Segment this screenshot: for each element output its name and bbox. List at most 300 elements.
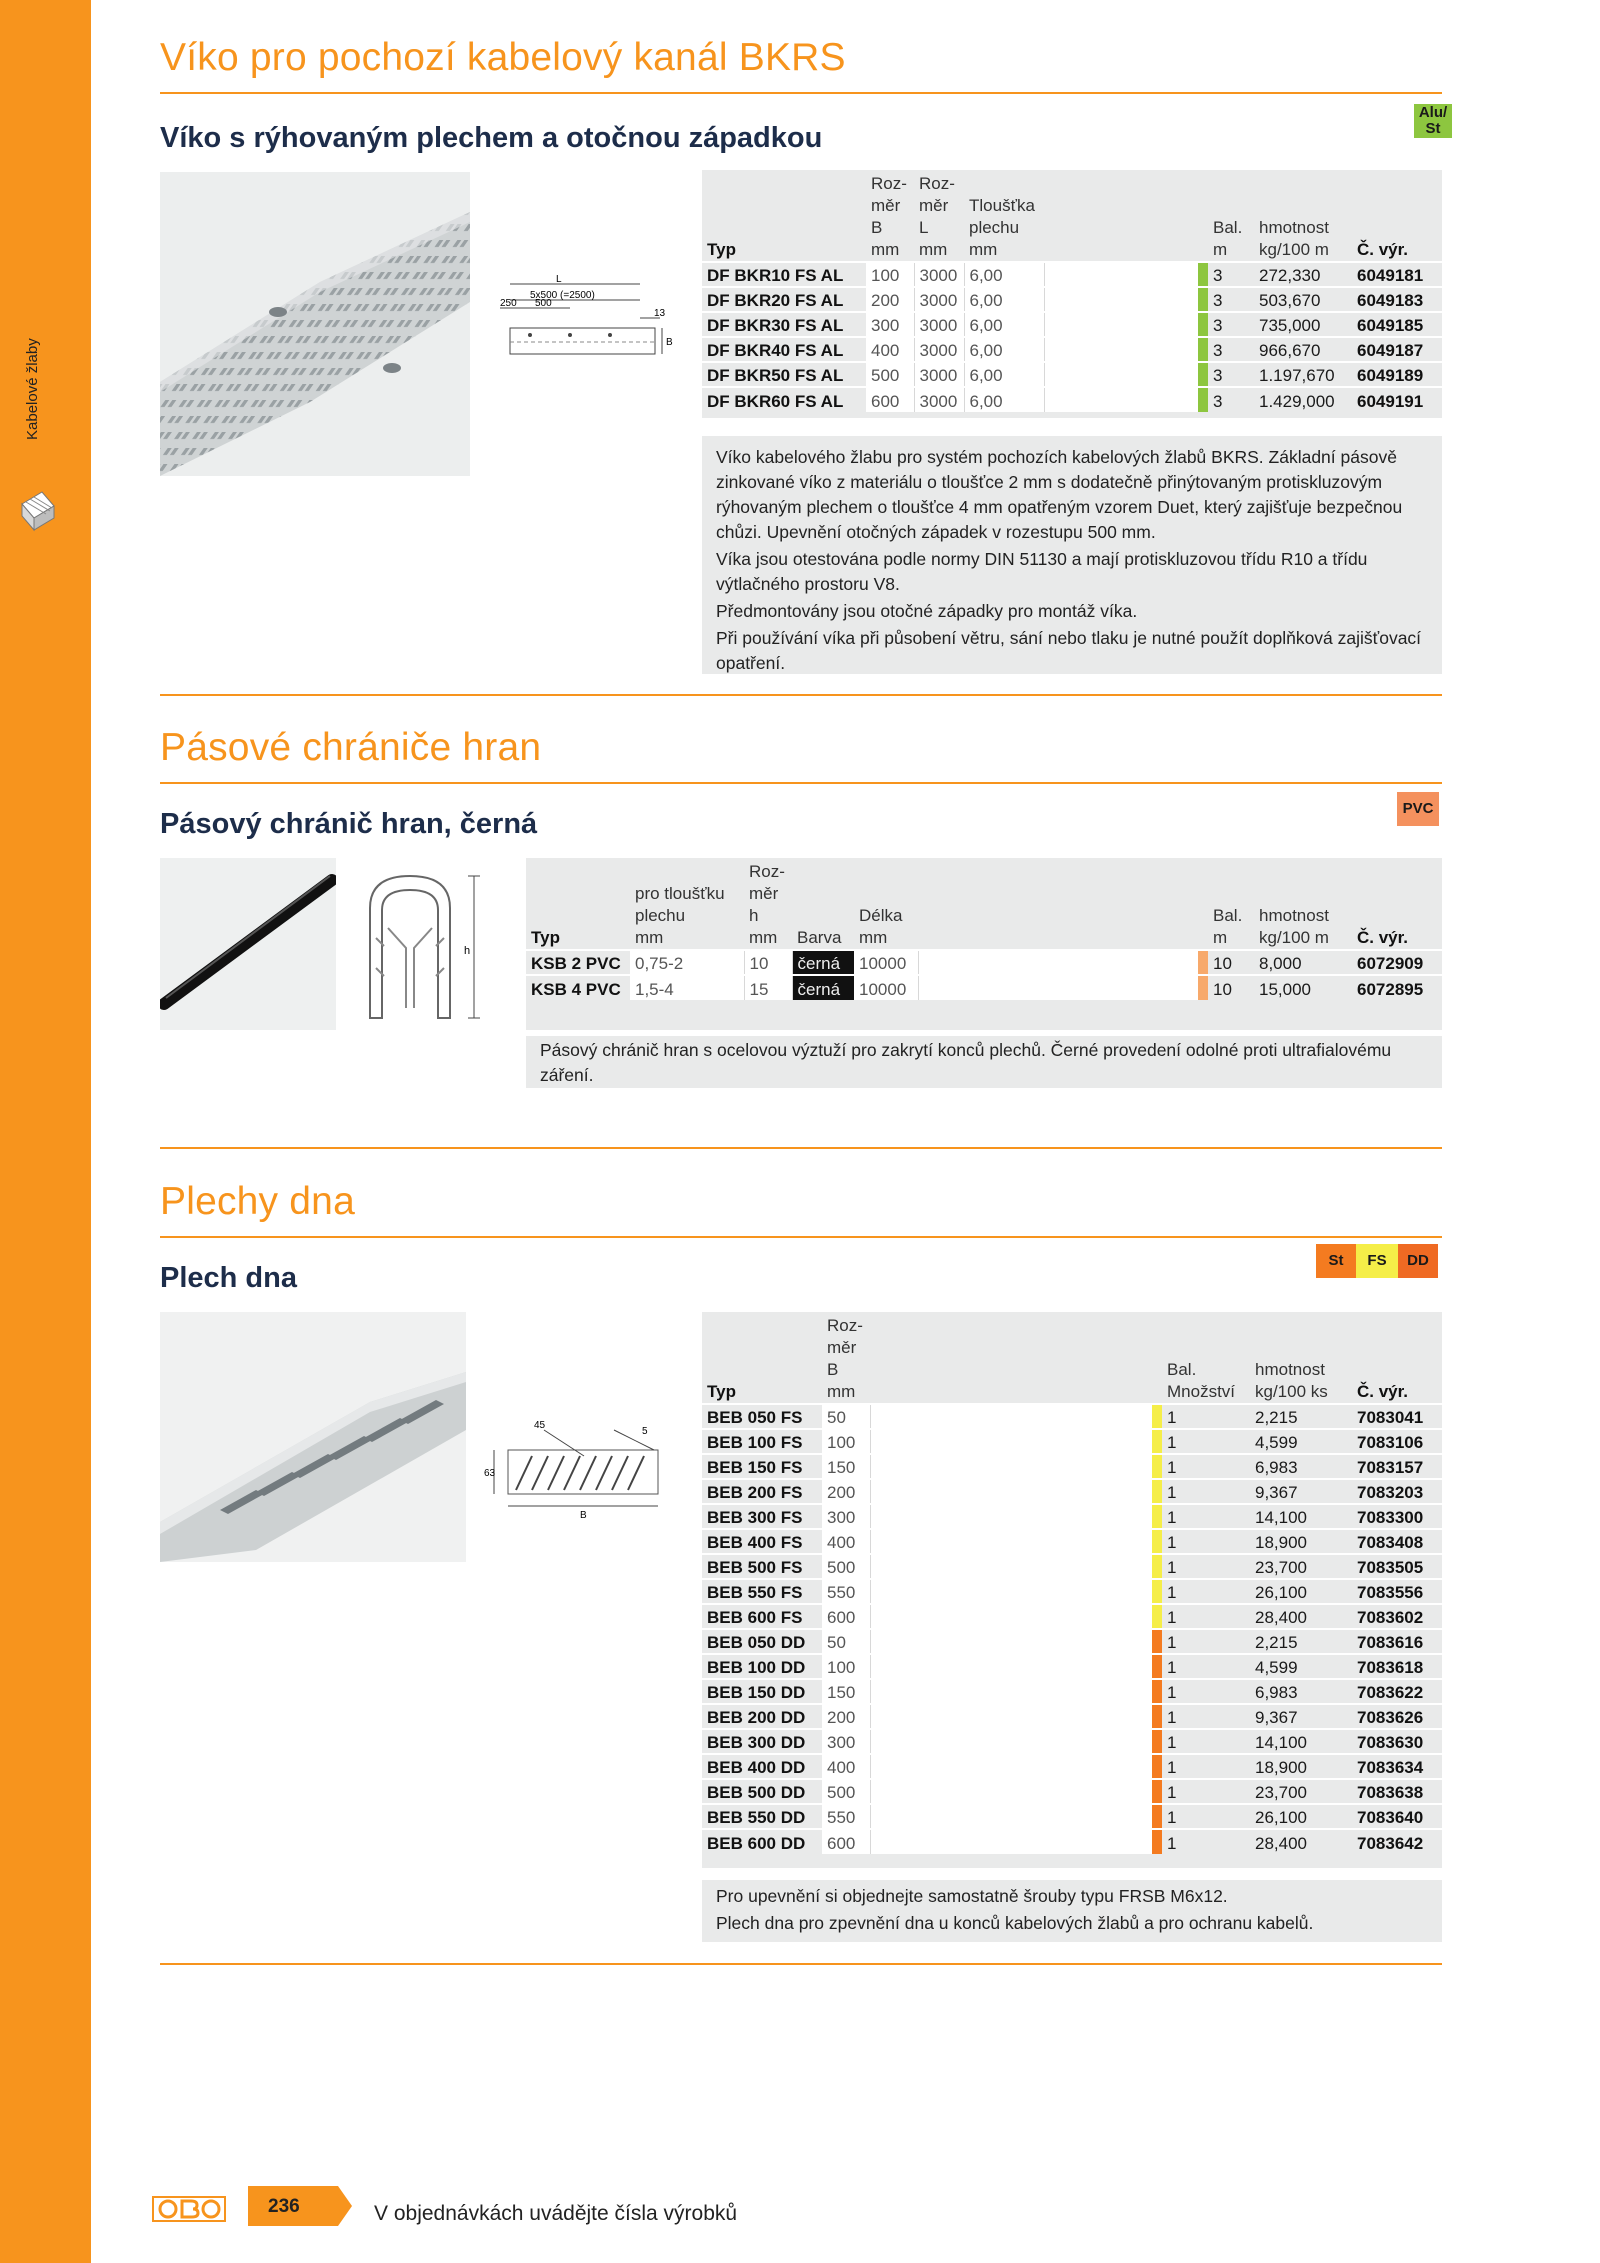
page-number [248,2186,352,2226]
col-thickness-header: Tloušťka plechu mm [969,196,1035,259]
cell-spacer [1044,387,1198,412]
cell-b: 300 [866,312,914,337]
col-length-header: Délka mm [859,906,903,947]
obo-logo [152,2196,226,2222]
cell-b: 600 [822,1604,870,1629]
cell-h: 10 [744,950,792,975]
cell-art: 7083626 [1352,1704,1442,1729]
finish-bar [1152,1754,1162,1779]
section1-table [702,172,1442,412]
cell-spacer [870,1404,1152,1429]
col-bar [1198,860,1208,950]
cell-weight: 9,367 [1250,1704,1352,1729]
section3-title: Plechy dna [160,1180,355,1223]
cell-length: 10000 [854,975,918,1000]
cell-color: černá [792,950,854,975]
cell-weight: 9,367 [1250,1479,1352,1504]
finish-bar [1152,1804,1162,1829]
section1-subtitle: Víko s rýhovaným plechem a otočnou západkou [160,122,823,154]
col-bar [1152,1314,1162,1404]
finish-bar [1198,975,1208,1000]
cell-thickness: 6,00 [964,287,1044,312]
finish-bar [1198,387,1208,412]
dim-l-label: L [556,274,562,285]
cell-b: 300 [822,1504,870,1529]
page-number-text: 236 [268,2196,300,2217]
cell-art: 7083622 [1352,1679,1442,1704]
cell-thickness: 6,00 [964,337,1044,362]
cell-b: 500 [866,362,914,387]
finish-bar [1152,1829,1162,1854]
cell-art: 7083638 [1352,1779,1442,1804]
cell-spacer [918,950,1198,975]
cell-weight: 15,000 [1254,975,1352,1000]
finish-bar [1152,1429,1162,1454]
col-thickness-header: pro tloušťku plechu mm [635,884,725,947]
table-row [702,287,1442,312]
cell-art: 6072895 [1352,975,1442,1000]
cell-thickness: 6,00 [964,387,1044,412]
finish-bar [1152,1579,1162,1604]
table-row [702,362,1442,387]
cell-typ: DF BKR40 FS AL [702,337,866,362]
cell-weight: 18,900 [1250,1529,1352,1554]
cell-weight: 2,215 [1250,1629,1352,1654]
cell-spacer [870,1579,1152,1604]
cell-art: 7083300 [1352,1504,1442,1529]
cell-bal: 1 [1162,1804,1250,1829]
cell-art: 7083634 [1352,1754,1442,1779]
section3-description [702,1880,1442,1942]
finish-bar [1152,1504,1162,1529]
edge-protector-strip-image [160,858,336,1030]
table-row [702,1529,1442,1554]
cell-bal: 1 [1162,1679,1250,1704]
cell-typ: BEB 600 DD [702,1829,822,1854]
dim-h-label: h [464,945,471,957]
cell-l: 3000 [914,287,964,312]
cell-art: 7083157 [1352,1454,1442,1479]
cell-weight: 4,599 [1250,1654,1352,1679]
cell-spacer [1044,262,1198,287]
cell-typ: BEB 500 FS [702,1554,822,1579]
dim-height-label: 63 [484,1468,496,1479]
cell-typ: BEB 200 FS [702,1479,822,1504]
col-bal-header: Bal. m [1213,906,1243,947]
cell-spacer [870,1604,1152,1629]
table-row [702,387,1442,412]
cell-bal: 10 [1208,975,1254,1000]
col-art-header: Č. výr. [1357,1382,1409,1401]
cell-b: 100 [822,1429,870,1454]
cell-typ: KSB 4 PVC [526,975,630,1000]
finish-bar [1152,1529,1162,1554]
cell-spacer [918,975,1198,1000]
col-spacer [870,1314,1152,1404]
cell-thickness: 6,00 [964,362,1044,387]
cell-bal: 3 [1208,262,1254,287]
cell-b: 200 [822,1704,870,1729]
section2-subtitle: Pásový chránič hran, černá [160,808,538,840]
table-row [702,1779,1442,1804]
section1-rule [160,92,1442,94]
finish-bar [1152,1779,1162,1804]
col-typ-header: Typ [531,928,560,947]
finish-bar [1152,1604,1162,1629]
table-row [702,1554,1442,1579]
material-badge-alu-st: Alu/ St [1414,104,1452,138]
col-bal-header: Bal. m [1213,218,1243,259]
cell-b: 200 [822,1479,870,1504]
edge-protector-profile-drawing [350,868,510,1034]
table-row [702,1404,1442,1429]
section3-table-body [702,1404,1442,1854]
cell-bal: 1 [1162,1629,1250,1654]
table-row [702,1429,1442,1454]
cell-typ: DF BKR10 FS AL [702,262,866,287]
cell-b: 400 [822,1754,870,1779]
description-paragraph: Víka jsou otestována podle normy DIN 51130 a mají protiskluzovou třídu R10 a třídu výtlačného prostoru V8. [716,549,1368,594]
cell-l: 3000 [914,362,964,387]
cell-bal: 3 [1208,312,1254,337]
cell-spacer [870,1654,1152,1679]
col-spacer [918,860,1198,950]
cell-b: 100 [866,262,914,287]
cell-spacer [1044,362,1198,387]
section3-top-rule [160,1147,1442,1149]
finish-badge-fs: FS [1356,1244,1398,1278]
cell-typ: BEB 150 FS [702,1454,822,1479]
description-paragraph: Plech dna pro zpevnění dna u konců kabelových žlabů a pro ochranu kabelů. [716,1913,1314,1933]
cell-bal: 3 [1208,287,1254,312]
cell-b: 200 [866,287,914,312]
description-paragraph: Pásový chránič hran s ocelovou výztuží pro zakrytí konců plechů. Černé provedení odolné proti ultrafialovému záření. [540,1040,1392,1085]
cable-tray-icon [20,488,56,542]
cover-dimension-drawing [490,270,680,380]
cell-thickness: 6,00 [964,312,1044,337]
table-row [702,1804,1442,1829]
section3-rule [160,1236,1442,1238]
table-row [702,1454,1442,1479]
cell-bal: 1 [1162,1504,1250,1529]
table-row [702,1629,1442,1654]
section2-title: Pásové chrániče hran [160,726,542,769]
dim-height-label: 13 [654,308,666,319]
col-color-header: Barva [797,928,842,947]
cell-spacer [1044,312,1198,337]
cell-bal: 10 [1208,950,1254,975]
col-weight-header: hmotnost kg/100 m [1259,906,1329,947]
finish-bar [1152,1704,1162,1729]
cell-thickness: 0,75-2 [630,950,744,975]
col-bal-header: Bal. Množství [1167,1360,1236,1401]
cell-length: 10000 [854,950,918,975]
cell-typ: BEB 150 DD [702,1679,822,1704]
table-row [702,262,1442,287]
table-row [702,1829,1442,1854]
cell-spacer [870,1779,1152,1804]
finish-bar [1152,1554,1162,1579]
base-plate-image [160,1312,466,1562]
cell-art: 6049183 [1352,287,1442,312]
description-paragraph: Pro upevnění si objednejte samostatně šrouby typu FRSB M6x12. [716,1886,1228,1906]
cell-b: 500 [822,1554,870,1579]
table-row [702,1654,1442,1679]
finish-bar [1198,362,1208,387]
cell-typ: BEB 500 DD [702,1779,822,1804]
finish-bar [1152,1629,1162,1654]
col-weight-header: hmotnost kg/100 ks [1255,1360,1328,1401]
cell-b: 550 [822,1804,870,1829]
cell-typ: BEB 050 DD [702,1629,822,1654]
finish-bar [1152,1404,1162,1429]
cell-art: 6049185 [1352,312,1442,337]
sidebar-label-text: Kabelové žlaby [24,338,41,440]
cell-art: 7083618 [1352,1654,1442,1679]
finish-bar [1152,1454,1162,1479]
section2-table [526,860,1442,1000]
cell-b: 50 [822,1629,870,1654]
dim-angle-label: 45 [534,1420,546,1431]
cell-l: 3000 [914,337,964,362]
cell-weight: 1.429,000 [1254,387,1352,412]
cell-b: 400 [822,1529,870,1554]
finish-bar [1198,287,1208,312]
cell-art: 7083556 [1352,1579,1442,1604]
cell-typ: BEB 600 FS [702,1604,822,1629]
cell-art: 6049187 [1352,337,1442,362]
table-header-row [526,860,1442,950]
cell-typ: BEB 300 DD [702,1729,822,1754]
dim-gap-label: 5 [642,1426,648,1437]
cell-b: 150 [822,1454,870,1479]
cell-b: 300 [822,1729,870,1754]
col-art-header: Č. výr. [1357,928,1409,947]
cell-b: 600 [822,1829,870,1854]
cell-weight: 14,100 [1250,1729,1352,1754]
finish-bar [1198,337,1208,362]
dim-second-label: 500 [535,298,552,309]
cell-b: 100 [822,1654,870,1679]
description-paragraph: Víko kabelového žlabu pro systém pochozích kabelových žlabů BKRS. Základní pásově zinkované víko z materiálu o tloušťce 2 mm s dodatečně přinýtovaným protiskluzovým rýhovaným plechem o tloušťce 4 mm opatřeným vzorem Duet, který zajišťuje bezpečnou chůzi. Upevnění otočných západek v rozestupu 500 mm. [716,447,1403,542]
section3-table [702,1314,1442,1854]
finish-bar [1152,1479,1162,1504]
cell-art: 7083640 [1352,1804,1442,1829]
cell-typ: DF BKR20 FS AL [702,287,866,312]
cell-weight: 23,700 [1250,1779,1352,1804]
table-row [702,1729,1442,1754]
table-row [702,1579,1442,1604]
col-bar [1198,172,1208,262]
cell-weight: 28,400 [1250,1604,1352,1629]
checker-plate-image [160,172,470,476]
material-badge-st: St [1316,1244,1356,1278]
cell-spacer [870,1754,1152,1779]
cell-typ: BEB 050 FS [702,1404,822,1429]
cell-art: 7083616 [1352,1629,1442,1654]
cell-bal: 3 [1208,362,1254,387]
section1-title: Víko pro pochozí kabelový kanál BKRS [160,36,846,79]
finish-bar [1152,1729,1162,1754]
cell-bal: 1 [1162,1479,1250,1504]
footer-note: V objednávkách uvádějte čísla výrobků [374,2202,738,2225]
col-h-header: Roz- měr h mm [749,862,785,947]
cell-art: 7083203 [1352,1479,1442,1504]
cell-art: 7083408 [1352,1529,1442,1554]
cell-spacer [870,1729,1152,1754]
cell-bal: 1 [1162,1454,1250,1479]
cell-spacer [870,1479,1152,1504]
finish-bar [1198,950,1208,975]
finish-bar [1152,1654,1162,1679]
dim-b-label: B [666,337,673,348]
cell-spacer [870,1679,1152,1704]
col-l-header: Roz- měr L mm [919,174,955,259]
dim-first-label: 250 [500,298,517,309]
cell-weight: 23,700 [1250,1554,1352,1579]
cell-art: 6049181 [1352,262,1442,287]
cell-bal: 3 [1208,337,1254,362]
cell-spacer [870,1629,1152,1654]
description-paragraph: Předmontovány jsou otočné západky pro montáž víka. [716,601,1138,621]
cell-weight: 26,100 [1250,1579,1352,1604]
cell-weight: 272,330 [1254,262,1352,287]
cell-weight: 503,670 [1254,287,1352,312]
cell-spacer [870,1504,1152,1529]
section3-subtitle: Plech dna [160,1262,297,1294]
cell-art: 7083505 [1352,1554,1442,1579]
table-row [526,975,1442,1000]
cell-spacer [1044,337,1198,362]
dim-span-label: 5x500 (=2500) [530,290,595,301]
table-row [702,1604,1442,1629]
cell-bal: 1 [1162,1729,1250,1754]
cell-spacer [870,1454,1152,1479]
cell-spacer [870,1554,1152,1579]
cell-b: 400 [866,337,914,362]
cell-h: 15 [744,975,792,1000]
cell-art: 6072909 [1352,950,1442,975]
dim-b-label: B [580,1510,587,1520]
cell-b: 150 [822,1679,870,1704]
section3-bottom-rule [160,1963,1442,1965]
cell-typ: BEB 400 FS [702,1529,822,1554]
col-weight-header: hmotnost kg/100 m [1259,218,1329,259]
table-row [702,1679,1442,1704]
cell-typ: BEB 200 DD [702,1704,822,1729]
cell-bal: 1 [1162,1554,1250,1579]
cell-weight: 8,000 [1254,950,1352,975]
cell-typ: BEB 300 FS [702,1504,822,1529]
col-art-header: Č. výr. [1357,240,1409,259]
cell-typ: BEB 550 DD [702,1804,822,1829]
table-row [702,1504,1442,1529]
cell-art: 6049191 [1352,387,1442,412]
cell-weight: 4,599 [1250,1429,1352,1454]
finish-bar [1198,262,1208,287]
cell-bal: 1 [1162,1829,1250,1854]
cell-typ: BEB 400 DD [702,1754,822,1779]
cell-typ: BEB 100 DD [702,1654,822,1679]
cell-weight: 1.197,670 [1254,362,1352,387]
col-typ-header: Typ [707,240,736,259]
cell-b: 600 [866,387,914,412]
cell-typ: DF BKR50 FS AL [702,362,866,387]
cell-typ: DF BKR60 FS AL [702,387,866,412]
cell-bal: 3 [1208,387,1254,412]
cell-weight: 14,100 [1250,1504,1352,1529]
cell-bal: 1 [1162,1754,1250,1779]
cell-typ: BEB 550 FS [702,1579,822,1604]
cell-spacer [870,1829,1152,1854]
cell-weight: 26,100 [1250,1804,1352,1829]
table-row [702,312,1442,337]
cell-weight: 6,983 [1250,1679,1352,1704]
col-b-header: Roz- měr B mm [871,174,907,259]
base-plate-dimension-drawing [484,1410,684,1520]
cell-weight: 28,400 [1250,1829,1352,1854]
table-header-row [702,1314,1442,1404]
cell-art: 7083106 [1352,1429,1442,1454]
cell-b: 50 [822,1404,870,1429]
cell-art: 7083630 [1352,1729,1442,1754]
cell-bal: 1 [1162,1404,1250,1429]
cell-bal: 1 [1162,1604,1250,1629]
section2-description [526,1036,1442,1088]
cell-typ: DF BKR30 FS AL [702,312,866,337]
cell-b: 550 [822,1579,870,1604]
finish-bar [1152,1679,1162,1704]
cell-l: 3000 [914,387,964,412]
cell-bal: 1 [1162,1654,1250,1679]
cell-weight: 966,670 [1254,337,1352,362]
cell-bal: 1 [1162,1779,1250,1804]
table-row [702,337,1442,362]
cell-spacer [870,1429,1152,1454]
cell-weight: 735,000 [1254,312,1352,337]
table-row [526,950,1442,975]
table-row [702,1479,1442,1504]
cell-weight: 6,983 [1250,1454,1352,1479]
cell-art: 6049189 [1352,362,1442,387]
material-badge-pvc: PVC [1397,792,1439,826]
cell-bal: 1 [1162,1579,1250,1604]
cell-bal: 1 [1162,1529,1250,1554]
description-paragraph: Při používání víka při působení větru, sání nebo tlaku je nutné použít doplňková zajišťovací opatření. [716,628,1422,673]
cell-thickness: 6,00 [964,262,1044,287]
cell-b: 500 [822,1779,870,1804]
finish-badge-dd: DD [1398,1244,1438,1278]
cell-spacer [870,1529,1152,1554]
cell-typ: KSB 2 PVC [526,950,630,975]
sidebar [0,0,91,2263]
cell-typ: BEB 100 FS [702,1429,822,1454]
cell-color: černá [792,975,854,1000]
col-b-header: Roz- měr B mm [827,1316,863,1401]
col-spacer [1044,172,1198,262]
cell-bal: 1 [1162,1704,1250,1729]
section2-top-rule [160,694,1442,696]
cell-spacer [1044,287,1198,312]
section1-description [702,436,1442,674]
cell-l: 3000 [914,312,964,337]
cell-weight: 2,215 [1250,1404,1352,1429]
table-row [702,1754,1442,1779]
table-row [702,1704,1442,1729]
cell-thickness: 1,5-4 [630,975,744,1000]
cell-spacer [870,1804,1152,1829]
cell-l: 3000 [914,262,964,287]
